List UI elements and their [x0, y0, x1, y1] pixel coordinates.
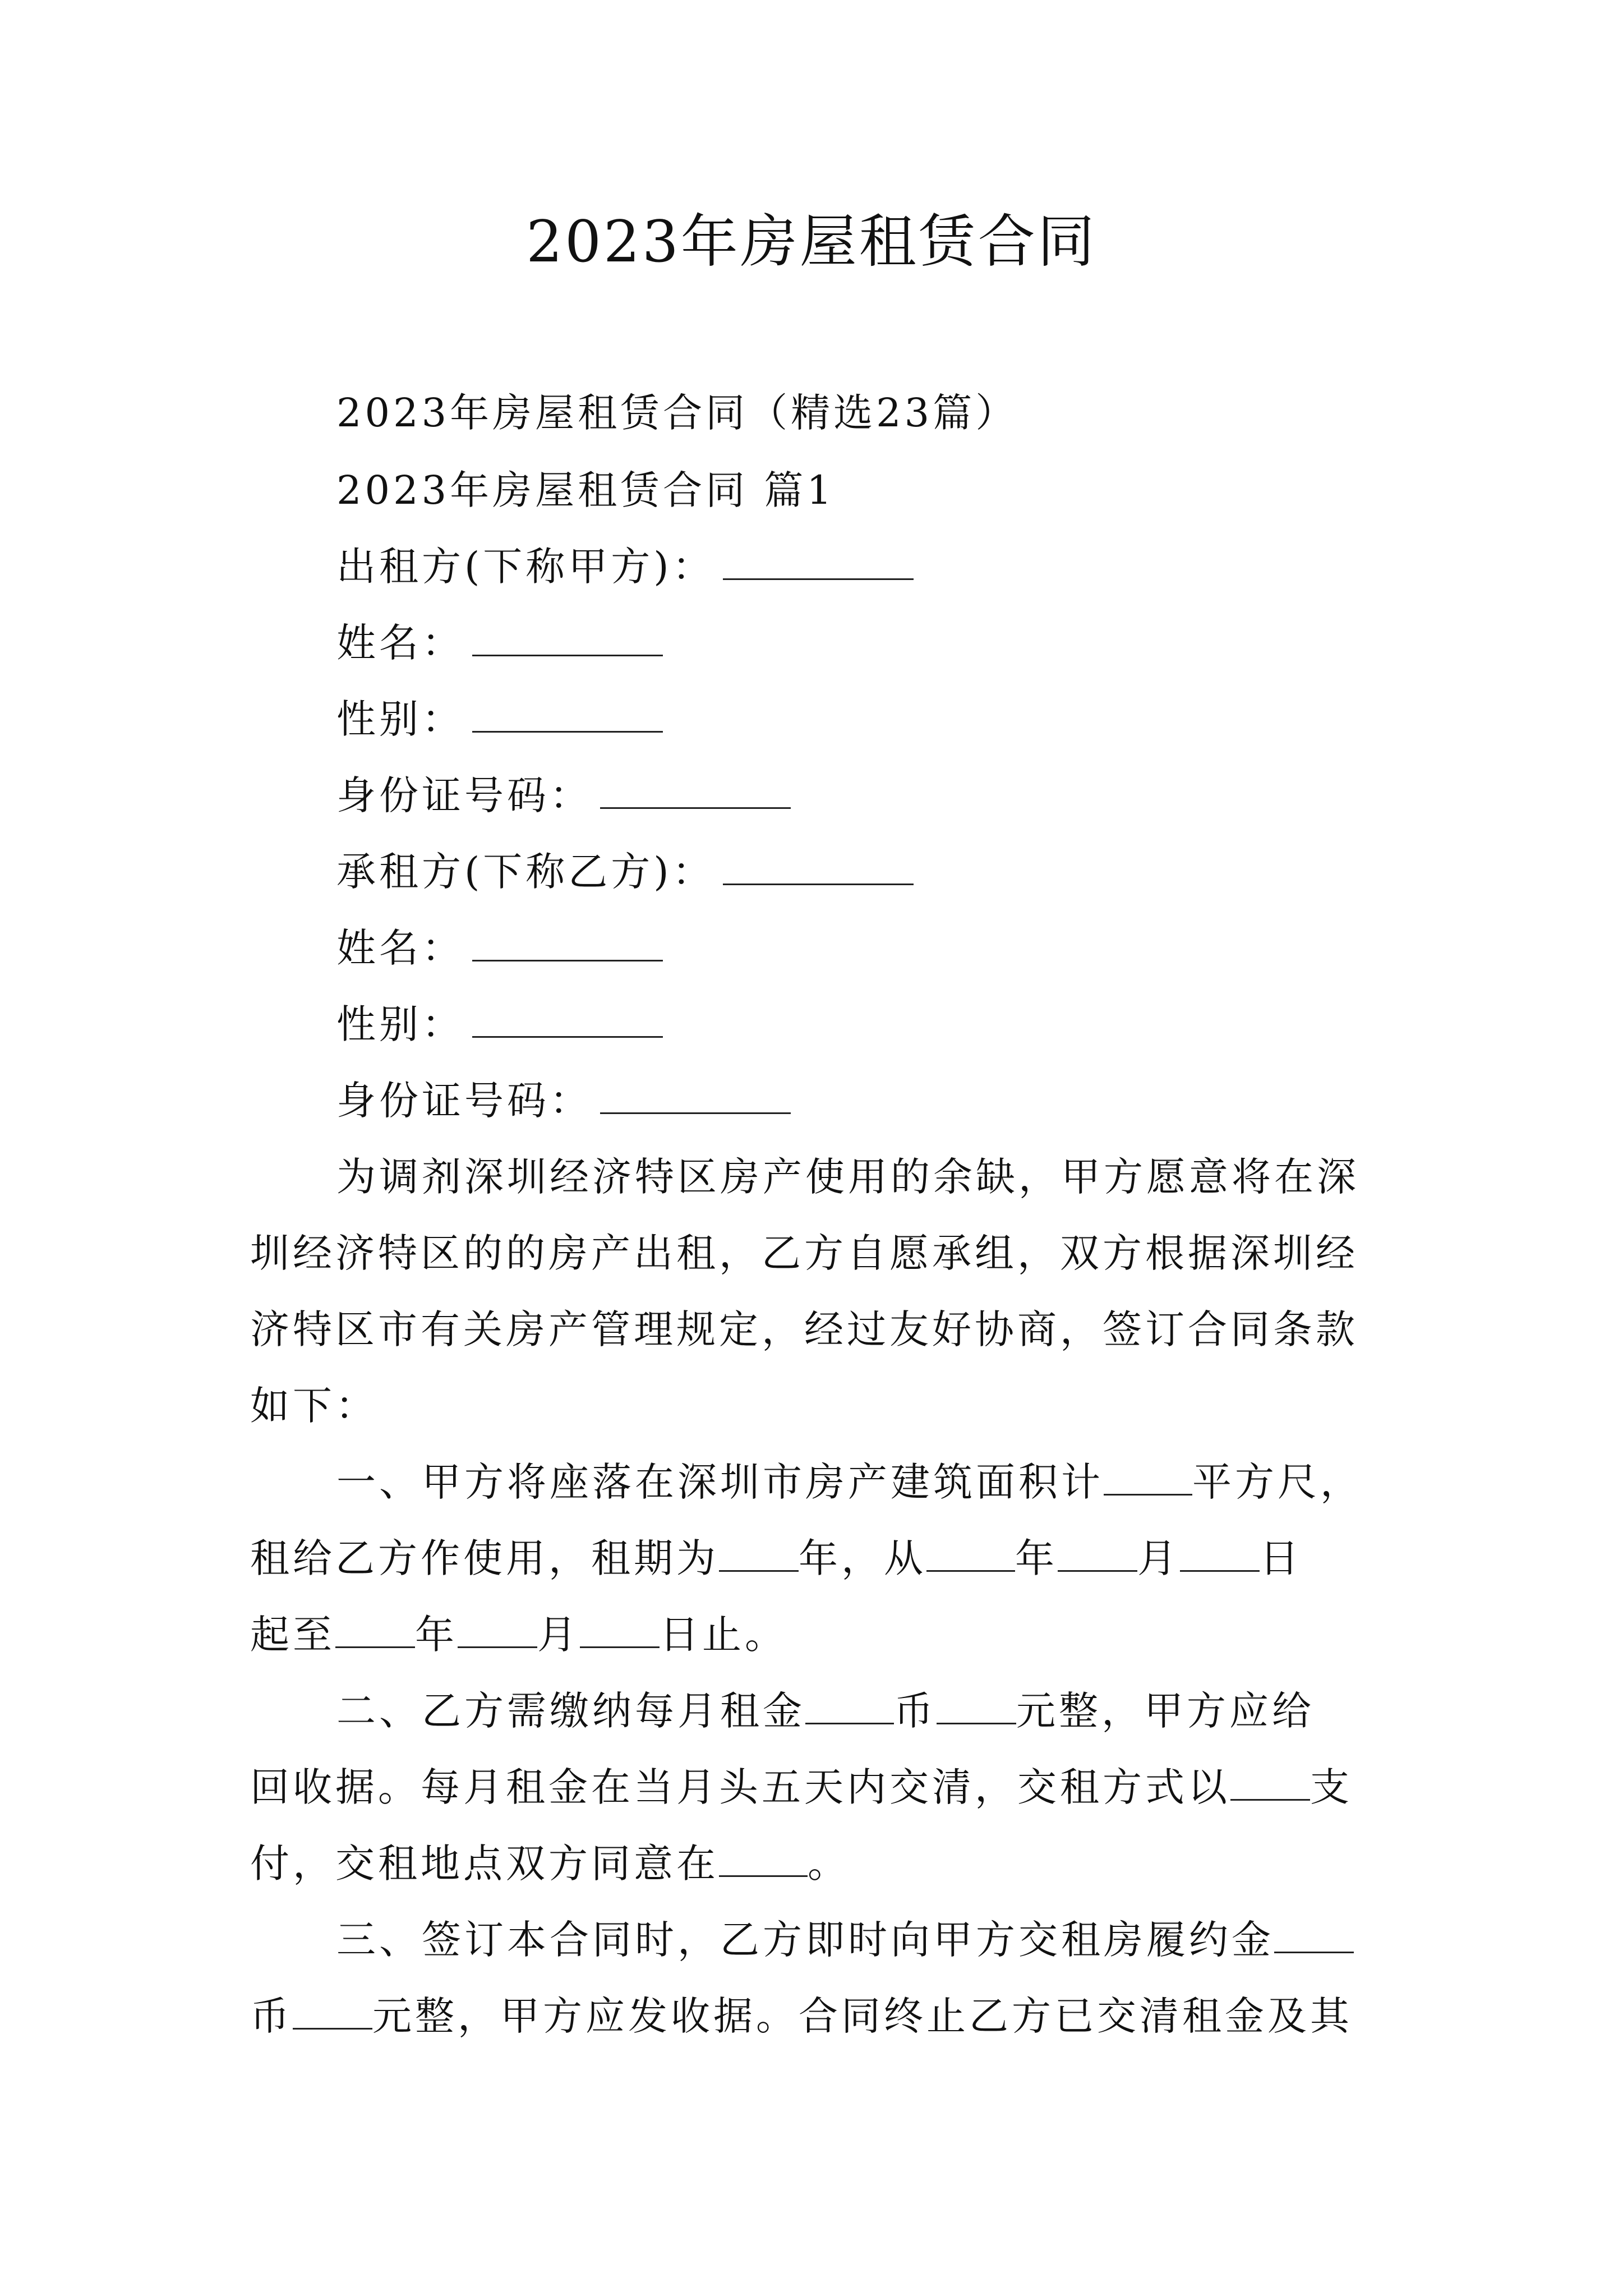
document-title: 2023年房屋租赁合同 [526, 209, 1097, 275]
lessor-gender-label: 性别： [336, 696, 464, 742]
lessee-label: 承租方(下称乙方)： [336, 849, 715, 895]
end-year-blank [335, 1612, 415, 1648]
preamble-line: 圳经济特区的的房产出租，乙方自愿承组，双方根据深圳经 [250, 1230, 1358, 1276]
clause2-text: 币 [894, 1688, 937, 1734]
clause1-text: 月 [1137, 1535, 1180, 1581]
clause2-line2 [250, 1760, 1353, 1814]
lessor-id-row [336, 769, 791, 822]
lessor-blank [723, 544, 914, 580]
document-subtitle: 2023年房屋租赁合同（精选23篇） [336, 390, 1018, 436]
clause1-text: 日 [1260, 1535, 1302, 1581]
clause1-text: 年，从 [799, 1535, 926, 1581]
payment-place-blank [719, 1841, 808, 1877]
lessee-name-row [336, 921, 663, 975]
lessee-id-label: 身份证号码： [336, 1078, 592, 1124]
lessor-name-row [336, 616, 663, 670]
area-blank [1104, 1459, 1192, 1496]
lessor-gender-blank [472, 696, 663, 733]
clause2-line3 [250, 1837, 850, 1890]
clause1-text: 起至 [250, 1612, 335, 1658]
lessee-id-blank [600, 1078, 791, 1114]
end-day-blank [580, 1612, 660, 1648]
clause2-text: 。 [808, 1841, 850, 1887]
lessor-id-label: 身份证号码： [336, 772, 592, 818]
section-heading: 2023年房屋租赁合同 篇1 [336, 467, 835, 513]
lessee-gender-label: 性别： [336, 1001, 464, 1047]
lessee-name-blank [472, 925, 663, 961]
clause3-line1 [336, 1913, 1354, 1967]
rent-amount-blank [937, 1688, 1016, 1724]
deposit-amount-blank [293, 1993, 372, 2030]
payment-method-blank [1230, 1764, 1310, 1801]
lessee-gender-row [336, 997, 663, 1051]
start-year-blank [926, 1535, 1015, 1572]
preamble-line: 如下： [250, 1383, 378, 1429]
lessee-name-label: 姓名： [336, 925, 464, 971]
clause2-text: 回收据。每月租金在当月头五天内交清，交租方式以 [250, 1764, 1230, 1810]
clause1-text: 月 [537, 1612, 580, 1658]
clause1-text: 一、甲方将座落在深圳市房产建筑面积计 [336, 1459, 1104, 1505]
clause1-text: 年 [1015, 1535, 1058, 1581]
clause2-text: 二、乙方需缴纳每月租金 [336, 1688, 805, 1734]
deposit-currency-blank [1274, 1917, 1354, 1953]
lessee-row [336, 845, 914, 899]
preamble-line: 济特区市有关房产管理规定，经过友好协商，签订合同条款 [250, 1306, 1358, 1352]
clause1-text: 租给乙方作使用，租期为 [250, 1535, 719, 1581]
currency-blank [805, 1688, 894, 1724]
clause3-text: 币 [250, 1993, 293, 2039]
clause2-text: 支 [1310, 1764, 1353, 1810]
clause1-line3 [250, 1608, 787, 1662]
clause2-line1 [336, 1684, 1315, 1738]
clause2-text: 元整，甲方应给 [1016, 1688, 1315, 1734]
clause1-text: 日止。 [660, 1612, 787, 1658]
lessor-gender-row [336, 692, 663, 746]
clause1-line2 [250, 1531, 1302, 1585]
lessee-gender-blank [472, 1001, 663, 1038]
lessor-id-blank [600, 772, 791, 809]
start-day-blank [1180, 1535, 1260, 1572]
end-month-blank [458, 1612, 537, 1648]
clause3-text: 三、签订本合同时，乙方即时向甲方交租房履约金 [336, 1917, 1274, 1963]
clause2-text: 付，交租地点双方同意在 [250, 1841, 719, 1887]
lessee-id-row [336, 1074, 791, 1128]
clause1-text: 年 [415, 1612, 458, 1658]
clause3-text: 元整，甲方应发收据。合同终止乙方已交清租金及其 [372, 1993, 1353, 2039]
clause1-text: 平方尺， [1192, 1459, 1363, 1505]
lessor-name-label: 姓名： [336, 620, 464, 666]
preamble-line: 为调剂深圳经济特区房产使用的余缺，甲方愿意将在深 [336, 1154, 1359, 1200]
lessee-blank [723, 849, 914, 885]
lessor-row [336, 540, 914, 593]
lessor-label: 出租方(下称甲方)： [336, 544, 715, 590]
clause1-line1 [336, 1455, 1363, 1509]
start-month-blank [1058, 1535, 1137, 1572]
term-years-blank [719, 1535, 799, 1572]
clause3-line2 [250, 1989, 1353, 2043]
lessor-name-blank [472, 620, 663, 656]
